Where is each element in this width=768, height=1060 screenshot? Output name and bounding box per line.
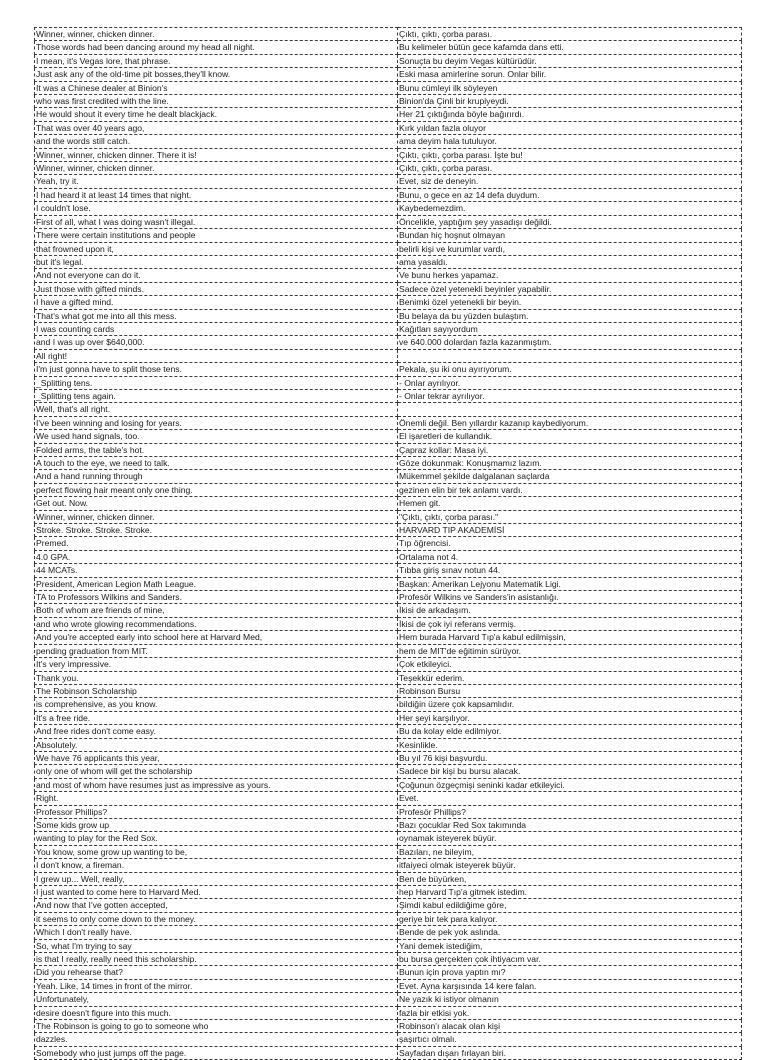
subtitle-row — [35, 296, 742, 309]
english-line: Right. — [35, 792, 398, 805]
subtitle-row — [35, 765, 742, 778]
english-line: I just wanted to come here to Harvard Med. — [35, 886, 398, 899]
english-line: Somebody who just jumps off the page. — [35, 1046, 398, 1059]
subtitle-row — [35, 644, 742, 657]
turkish-line: Her 21 çıktığında böyle bağırırdı. — [398, 108, 742, 121]
turkish-line: Göze dokunmak: Konuşmamız lazım. — [398, 457, 742, 470]
subtitle-row — [35, 242, 742, 255]
subtitle-row — [35, 872, 742, 885]
turkish-line — [398, 403, 742, 416]
subtitle-row — [35, 658, 742, 671]
english-line: and who wrote glowing recommendations. — [35, 617, 398, 630]
turkish-line: Çıktı, çıktı, çorba parası. — [398, 162, 742, 175]
turkish-line: Yani demek istediğim, — [398, 939, 742, 952]
turkish-line: Evet. Ayna karşısında 14 kere falan. — [398, 979, 742, 992]
english-line: is comprehensive, as you know. — [35, 698, 398, 711]
turkish-line: İkisi de çok iyi referans vermiş. — [398, 617, 742, 630]
english-line: Winner, winner, chicken dinner. There it is! — [35, 148, 398, 161]
subtitle-row — [35, 550, 742, 563]
subtitle-row — [35, 845, 742, 858]
english-line: Unfortunately, — [35, 993, 398, 1006]
english-line: pending graduation from MIT. — [35, 644, 398, 657]
subtitle-row — [35, 309, 742, 322]
english-line: 44 MCATs. — [35, 564, 398, 577]
turkish-line: ama yasaldı. — [398, 255, 742, 268]
english-line: You know, some grow up wanting to be, — [35, 845, 398, 858]
turkish-line: belirli kişi ve kurumlar vardı, — [398, 242, 742, 255]
english-line: _Splitting tens again. — [35, 389, 398, 402]
turkish-line: Bazıları, ne bileyim, — [398, 845, 742, 858]
subtitle-row — [35, 805, 742, 818]
subtitle-table-body — [35, 28, 742, 1060]
subtitle-row — [35, 899, 742, 912]
english-line: He would shout it every time he dealt blackjack. — [35, 108, 398, 121]
english-line: And a hand running through — [35, 470, 398, 483]
english-line: I had heard it at least 14 times that night. — [35, 188, 398, 201]
subtitle-row — [35, 926, 742, 939]
subtitle-row — [35, 1046, 742, 1059]
subtitle-row — [35, 269, 742, 282]
turkish-line: Ortalama not 4. — [398, 550, 742, 563]
english-line: I'm just gonna have to split those tens. — [35, 363, 398, 376]
subtitle-table — [34, 27, 742, 1060]
subtitle-row — [35, 993, 742, 1006]
turkish-line: Her şeyi karşılıyor. — [398, 711, 742, 724]
english-line: The Robinson Scholarship — [35, 684, 398, 697]
turkish-line: Pekala, şu iki onu ayırıyorum. — [398, 363, 742, 376]
english-line: Winner, winner, chicken dinner. — [35, 28, 398, 41]
subtitle-row — [35, 175, 742, 188]
english-line: And you're accepted early into school here at Harvard Med, — [35, 631, 398, 644]
turkish-line: Tıbba giriş sınav notun 44. — [398, 564, 742, 577]
turkish-line: Hem burada Harvard Tıp'a kabul edilmişsin, — [398, 631, 742, 644]
subtitle-row — [35, 886, 742, 899]
english-line: A touch to the eye, we need to talk. — [35, 457, 398, 470]
turkish-line: Robinson Bursu — [398, 684, 742, 697]
english-line: who was first credited with the line. — [35, 95, 398, 108]
subtitle-row — [35, 738, 742, 751]
turkish-line: Benimki özel yetenekli bir beyin. — [398, 296, 742, 309]
english-line: We have 76 applicants this year, — [35, 751, 398, 764]
english-line: Winner, winner, chicken dinner. — [35, 162, 398, 175]
subtitle-row — [35, 416, 742, 429]
subtitle-row — [35, 832, 742, 845]
turkish-line: El işaretleri de kullandık. — [398, 430, 742, 443]
english-line: Just those with gifted minds. — [35, 282, 398, 295]
subtitle-row — [35, 162, 742, 175]
english-line: Just ask any of the old-time pit bosses,they'll know. — [35, 68, 398, 81]
english-line: Those words had been dancing around my head all night. — [35, 41, 398, 54]
turkish-line: şaşırtıcı olmalı. — [398, 1033, 742, 1046]
subtitle-row — [35, 979, 742, 992]
turkish-line: Bazı çocuklar Red Sox takımında — [398, 818, 742, 831]
english-line: All right! — [35, 349, 398, 362]
turkish-line: Hemen git. — [398, 497, 742, 510]
english-line: The Robinson is going to go to someone who — [35, 1020, 398, 1033]
subtitle-row — [35, 859, 742, 872]
turkish-line: oynamak isteyerek büyür. — [398, 832, 742, 845]
english-line: President, American Legion Math League. — [35, 577, 398, 590]
subtitle-row — [35, 389, 742, 402]
subtitle-row — [35, 1006, 742, 1019]
turkish-line: geriye bir tek para kalıyor. — [398, 912, 742, 925]
turkish-line: HARVARD TIP AKADEMİSİ — [398, 524, 742, 537]
english-line: perfect flowing hair meant only one thing. — [35, 483, 398, 496]
turkish-line: Ben de büyürken, — [398, 872, 742, 885]
turkish-line: Öncelikle, yaptığım şey yasadışı değildi. — [398, 215, 742, 228]
subtitle-row — [35, 510, 742, 523]
subtitle-row — [35, 336, 742, 349]
subtitle-row — [35, 403, 742, 416]
english-line: That's what got me into all this mess. — [35, 309, 398, 322]
subtitle-row — [35, 457, 742, 470]
subtitle-row — [35, 202, 742, 215]
subtitle-row — [35, 778, 742, 791]
english-line: 4.0 GPA. — [35, 550, 398, 563]
turkish-line: Teşekkür ederim. — [398, 671, 742, 684]
english-line: _Splitting tens. — [35, 376, 398, 389]
subtitle-row — [35, 54, 742, 67]
turkish-line: Kesinlikle. — [398, 738, 742, 751]
english-line: it seems to only come down to the money. — [35, 912, 398, 925]
english-line: It's very impressive. — [35, 658, 398, 671]
english-line: and I was up over $640,000. — [35, 336, 398, 349]
subtitle-row — [35, 135, 742, 148]
english-line: wanting to play for the Red Sox. — [35, 832, 398, 845]
subtitle-row — [35, 68, 742, 81]
english-line: Well, that's all right. — [35, 403, 398, 416]
turkish-line: - Onlar tekrar ayrılıyor. — [398, 389, 742, 402]
turkish-line: Ve bunu herkes yapamaz. — [398, 269, 742, 282]
subtitle-row — [35, 591, 742, 604]
subtitle-row — [35, 912, 742, 925]
turkish-line: fazla bir etkisi yok. — [398, 1006, 742, 1019]
turkish-line: Bu da kolay elde edilmiyor. — [398, 725, 742, 738]
turkish-line: Sonuçta bu deyim Vegas kültürüdür. — [398, 54, 742, 67]
turkish-line: Profesör Phillips? — [398, 805, 742, 818]
turkish-line: Eski masa amirlerine sorun. Onlar bilir. — [398, 68, 742, 81]
english-line: It's a free ride. — [35, 711, 398, 724]
english-line: TA to Professors Wilkins and Sanders. — [35, 591, 398, 604]
turkish-line: bildiğin üzere çok kapsamlıdır. — [398, 698, 742, 711]
turkish-line: Sadece bir kişi bu bursu alacak. — [398, 765, 742, 778]
english-line: Both of whom are friends of mine, — [35, 604, 398, 617]
english-line: And now that I've gotten accepted, — [35, 899, 398, 912]
turkish-line: Binion'da Çinli bir krupiyeydi. — [398, 95, 742, 108]
turkish-line: Evet, siz de deneyin. — [398, 175, 742, 188]
turkish-line: Mükemmel şekilde dalgalanan saçlarda — [398, 470, 742, 483]
subtitle-row — [35, 1020, 742, 1033]
subtitle-row — [35, 322, 742, 335]
turkish-line: gezinen elin bir tek anlamı vardı. — [398, 483, 742, 496]
english-line: I don't know, a fireman. — [35, 859, 398, 872]
subtitle-row — [35, 966, 742, 979]
turkish-line: Tıp öğrencisi. — [398, 537, 742, 550]
english-line: That was over 40 years ago, — [35, 121, 398, 134]
turkish-line: Çıktı, çıktı, çorba parası. — [398, 28, 742, 41]
turkish-line: Bu kelimeler bütün gece kafamda dans etti. — [398, 41, 742, 54]
turkish-line: Bundan hiç hoşnut olmayan — [398, 229, 742, 242]
english-line: Winner, winner, chicken dinner. — [35, 510, 398, 523]
turkish-line: Kağıtları sayıyordum — [398, 322, 742, 335]
english-line: I've been winning and losing for years. — [35, 416, 398, 429]
subtitle-row — [35, 483, 742, 496]
subtitle-row — [35, 671, 742, 684]
subtitle-row — [35, 725, 742, 738]
turkish-line: hep Harvard Tıp'a gitmek istedim. — [398, 886, 742, 899]
subtitle-row — [35, 470, 742, 483]
turkish-line: Çapraz kollar: Masa iyi. — [398, 443, 742, 456]
turkish-line: Önemli değil. Ben yıllardır kazanıp kaybediyorum. — [398, 416, 742, 429]
turkish-line: "Çıktı, çıktı, çorba parası." — [398, 510, 742, 523]
subtitle-row — [35, 443, 742, 456]
english-line: There were certain institutions and people — [35, 229, 398, 242]
subtitle-row — [35, 698, 742, 711]
subtitle-row — [35, 430, 742, 443]
english-line: and the words still catch. — [35, 135, 398, 148]
subtitle-row — [35, 349, 742, 362]
subtitle-row — [35, 215, 742, 228]
subtitle-row — [35, 41, 742, 54]
subtitle-row — [35, 711, 742, 724]
english-line: Yeah, try it. — [35, 175, 398, 188]
subtitle-row — [35, 684, 742, 697]
subtitle-row — [35, 229, 742, 242]
subtitle-row — [35, 537, 742, 550]
subtitle-row — [35, 148, 742, 161]
turkish-line: ve 640.000 dolardan fazla kazanmıştım. — [398, 336, 742, 349]
english-line: desire doesn't figure into this much. — [35, 1006, 398, 1019]
subtitle-row — [35, 81, 742, 94]
english-line: And not everyone can do it. — [35, 269, 398, 282]
english-line: Absolutely. — [35, 738, 398, 751]
subtitle-row — [35, 1033, 742, 1046]
english-line: Some kids grow up — [35, 818, 398, 831]
english-line: And free rides don't come easy. — [35, 725, 398, 738]
english-line: is that I really, really need this scholarship. — [35, 953, 398, 966]
subtitle-row — [35, 28, 742, 41]
english-line: I grew up... Well, really, — [35, 872, 398, 885]
subtitle-row — [35, 108, 742, 121]
subtitle-row — [35, 363, 742, 376]
subtitle-row — [35, 953, 742, 966]
english-line: and most of whom have resumes just as impressive as yours. — [35, 778, 398, 791]
turkish-line: - Onlar ayrılıyor. — [398, 376, 742, 389]
subtitle-row — [35, 751, 742, 764]
subtitle-row — [35, 792, 742, 805]
subtitle-row — [35, 95, 742, 108]
turkish-line: Bende de pek yok aslında. — [398, 926, 742, 939]
subtitle-row — [35, 282, 742, 295]
turkish-line: Kırk yıldan fazla oluyor — [398, 121, 742, 134]
english-line: but it's legal. — [35, 255, 398, 268]
subtitle-row — [35, 376, 742, 389]
turkish-line: Evet. — [398, 792, 742, 805]
turkish-line: Sayfadan dışarı fırlayan biri. — [398, 1046, 742, 1059]
subtitle-row — [35, 497, 742, 510]
english-line: Folded arms, the table's hot. — [35, 443, 398, 456]
english-line: Get out. Now. — [35, 497, 398, 510]
english-line: Yeah. Like, 14 times in front of the mirror. — [35, 979, 398, 992]
english-line: It was a Chinese dealer at Binion's — [35, 81, 398, 94]
turkish-line: bu bursa gerçekten çok ihtiyacım var. — [398, 953, 742, 966]
turkish-line: Ne yazık ki istiyor olmanın — [398, 993, 742, 1006]
english-line: Did you rehearse that? — [35, 966, 398, 979]
turkish-line: Başkan: Amerikan Lejyonu Matematik Ligi. — [398, 577, 742, 590]
subtitle-row — [35, 631, 742, 644]
turkish-line: itfaiyeci olmak isteyerek büyür. — [398, 859, 742, 872]
subtitle-row — [35, 617, 742, 630]
subtitle-row — [35, 604, 742, 617]
english-line: Which I don't really have. — [35, 926, 398, 939]
english-line: that frowned upon it, — [35, 242, 398, 255]
english-line: dazzles. — [35, 1033, 398, 1046]
subtitle-row — [35, 939, 742, 952]
turkish-line: Bunu cümleyi ilk söyleyen — [398, 81, 742, 94]
turkish-line: Bunu, o gece en az 14 defa duydum. — [398, 188, 742, 201]
english-line: I was counting cards — [35, 322, 398, 335]
turkish-line: Çıktı, çıktı, çorba parası. İşte bu! — [398, 148, 742, 161]
english-line: I mean, it's Vegas lore, that phrase. — [35, 54, 398, 67]
turkish-line: Sadece özel yetenekli beyinler yapabilir. — [398, 282, 742, 295]
turkish-line: hem de MIT'de eğitimin sürüyor. — [398, 644, 742, 657]
turkish-line: İkisi de arkadaşım. — [398, 604, 742, 617]
turkish-line: Bunun için prova yaptın mı? — [398, 966, 742, 979]
english-line: Thank you. — [35, 671, 398, 684]
english-line: Stroke. Stroke. Stroke. Stroke. — [35, 524, 398, 537]
english-line: We used hand signals, too. — [35, 430, 398, 443]
english-line: only one of whom will get the scholarship — [35, 765, 398, 778]
turkish-line: Profesör Wilkins ve Sanders'in asistanlığı. — [398, 591, 742, 604]
subtitle-document — [34, 27, 741, 1060]
turkish-line: Bu yıl 76 kişi başvurdu. — [398, 751, 742, 764]
subtitle-row — [35, 818, 742, 831]
english-line: So, what I'm trying to say — [35, 939, 398, 952]
subtitle-row — [35, 524, 742, 537]
subtitle-row — [35, 255, 742, 268]
subtitle-row — [35, 577, 742, 590]
turkish-line: Kaybedemezdim. — [398, 202, 742, 215]
turkish-line: Robinson'ı alacak olan kişi — [398, 1020, 742, 1033]
english-line: I have a gifted mind. — [35, 296, 398, 309]
english-line: Premed. — [35, 537, 398, 550]
turkish-line — [398, 349, 742, 362]
turkish-line: Şimdi kabul edildiğime göre, — [398, 899, 742, 912]
english-line: First of all, what I was doing wasn't illegal. — [35, 215, 398, 228]
turkish-line: Bu belaya da bu yüzden bulaştım. — [398, 309, 742, 322]
english-line: Professor Phillips? — [35, 805, 398, 818]
turkish-line: Çoğunun özgeçmişi seninki kadar etkileyici. — [398, 778, 742, 791]
turkish-line: Çok etkileyici. — [398, 658, 742, 671]
subtitle-row — [35, 188, 742, 201]
subtitle-row — [35, 564, 742, 577]
turkish-line: ama deyim hala tutuluyor. — [398, 135, 742, 148]
english-line: I couldn't lose. — [35, 202, 398, 215]
subtitle-row — [35, 121, 742, 134]
